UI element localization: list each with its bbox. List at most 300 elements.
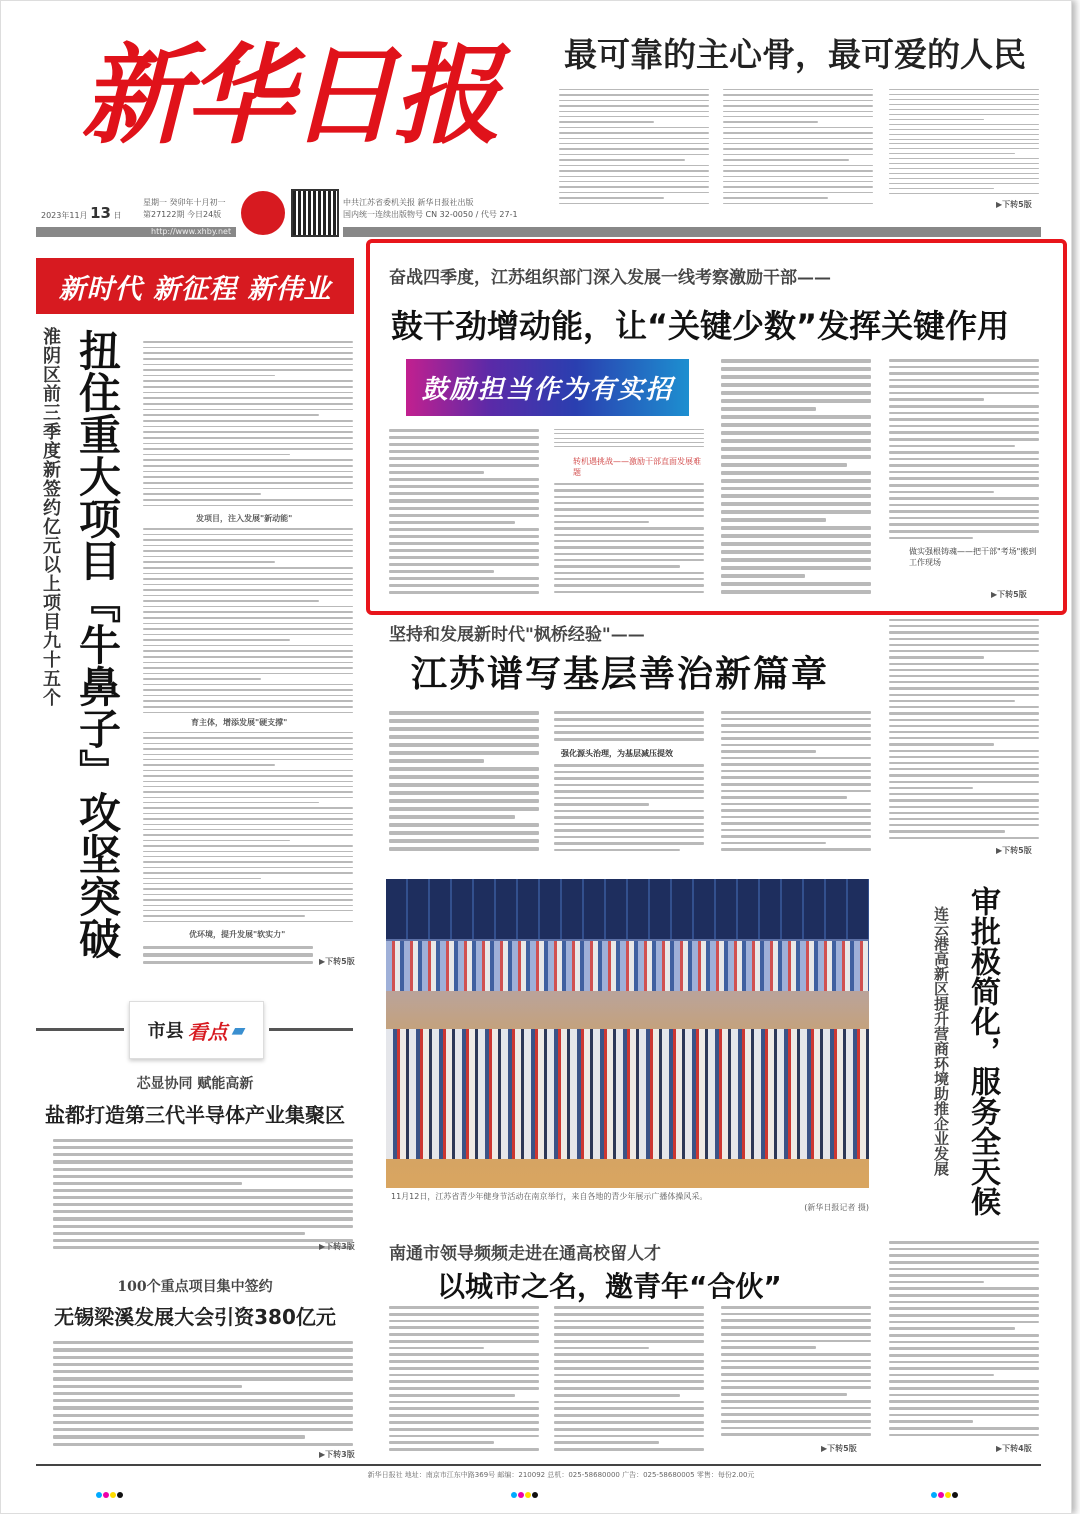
text-line <box>889 706 1039 708</box>
text-line <box>143 448 353 450</box>
text-line <box>143 539 353 541</box>
text-line <box>143 856 353 857</box>
text-line <box>53 1399 353 1402</box>
text-line <box>53 1160 353 1163</box>
text-line <box>554 483 704 485</box>
text-line <box>143 946 313 949</box>
text-line <box>721 822 871 825</box>
text-line <box>889 675 1039 677</box>
text-line <box>143 420 353 422</box>
text-line <box>143 678 261 680</box>
text-line <box>554 534 704 536</box>
text-line <box>143 567 353 569</box>
text-line <box>143 375 275 377</box>
text-line <box>723 176 873 177</box>
text-line <box>389 443 539 446</box>
text-line <box>723 111 873 112</box>
issue-date <box>41 204 122 222</box>
text-line <box>554 559 704 561</box>
text-line <box>721 1326 871 1329</box>
text-line <box>143 471 353 473</box>
text-line <box>554 1435 704 1438</box>
publisher-info <box>343 197 518 221</box>
text-line <box>53 1363 353 1366</box>
divider <box>36 1028 124 1031</box>
text-line <box>554 489 704 491</box>
text-line <box>889 99 1039 100</box>
text-line <box>143 465 353 467</box>
text-line <box>723 105 873 106</box>
text-line <box>143 611 353 613</box>
left-body-4 <box>143 946 313 964</box>
text-line <box>143 403 353 405</box>
fengqiao-column-4 <box>889 619 1039 839</box>
text-line <box>389 528 539 531</box>
text-line <box>53 1406 353 1409</box>
text-line <box>889 669 1039 671</box>
text-line <box>721 399 871 403</box>
text-line <box>143 476 353 478</box>
text-line <box>143 414 319 416</box>
left-body-1 <box>143 341 353 506</box>
nantong-kicker: 南通市领导频频走进在通高校留人才 <box>389 1244 661 1264</box>
masthead-bar-right <box>343 227 1041 237</box>
text-line <box>143 584 353 586</box>
text-line <box>143 386 353 388</box>
text-line <box>53 1139 353 1142</box>
text-line <box>559 154 709 155</box>
featured-column-4a <box>889 359 1039 539</box>
text-line <box>721 1319 871 1322</box>
text-line <box>143 578 353 580</box>
text-line <box>721 1373 871 1376</box>
text-line <box>143 369 353 371</box>
weekday: 星期一 癸卯年十月初一 <box>143 198 226 207</box>
text-line <box>889 425 1039 428</box>
text-line <box>554 1353 704 1356</box>
text-line <box>389 556 539 559</box>
issue-number: 第27122期 今日24版 <box>143 210 222 219</box>
left-body-2 <box>143 528 353 713</box>
text-line <box>559 181 709 182</box>
text-line <box>889 1434 1039 1436</box>
featured-headline[interactable]: 鼓干劲增动能，让“关键少数”发挥关键作用 <box>391 307 1010 345</box>
text-line <box>143 347 353 349</box>
text-line <box>554 738 704 741</box>
text-line <box>143 737 353 738</box>
text-line <box>143 431 353 433</box>
text-line <box>554 1340 704 1343</box>
text-line <box>143 662 353 664</box>
text-line <box>889 750 1039 752</box>
text-line <box>389 807 539 811</box>
text-line <box>554 1428 704 1431</box>
left-section-3: 优环境，提升发展"软实力" <box>189 930 286 939</box>
text-line <box>389 1340 539 1343</box>
text-line <box>389 775 539 779</box>
fengqiao-continue[interactable]: ▶下转5版 <box>996 846 1032 855</box>
approval-headline[interactable]: 审批极简化，服务全天候 <box>965 886 1000 1216</box>
text-line <box>723 192 873 193</box>
text-line <box>143 818 353 819</box>
text-line <box>889 523 1039 526</box>
county-body-1 <box>53 1139 353 1249</box>
text-line <box>889 1268 1039 1271</box>
text-line <box>889 477 1039 480</box>
text-line <box>389 570 494 573</box>
text-line <box>723 154 873 155</box>
text-line <box>143 634 353 636</box>
text-line <box>889 1414 1039 1417</box>
text-line <box>721 790 871 793</box>
text-line <box>559 170 709 171</box>
text-line <box>721 487 871 491</box>
text-line <box>889 134 1039 135</box>
section-banner: 新时代 新征程 新伟业 <box>36 258 354 314</box>
approval-continue[interactable]: ▶下转4版 <box>996 1444 1032 1453</box>
text-line <box>53 1341 353 1344</box>
date-text: 2023年11月 <box>41 211 88 220</box>
text-line <box>721 829 871 832</box>
text-line <box>143 561 275 563</box>
text-line <box>143 797 353 798</box>
text-line <box>721 842 826 845</box>
text-line <box>143 454 290 456</box>
fengqiao-headline[interactable]: 江苏谱写基层善治新篇章 <box>411 654 830 695</box>
featured-kicker: 奋战四季度，江苏组织部门深入发展一线考察激励干部—— <box>389 268 831 288</box>
county-headline-1[interactable]: 盐都打造第三代半导体产业集聚区 <box>45 1103 345 1127</box>
text-line <box>554 1401 704 1404</box>
text-line <box>389 767 539 771</box>
text-line <box>554 1407 704 1410</box>
text-line <box>143 910 353 911</box>
text-line <box>554 797 704 800</box>
nantong-column-3 <box>721 1306 871 1436</box>
text-line <box>889 359 1039 362</box>
color-registration-marks <box>931 1483 959 1502</box>
text-line <box>721 582 871 586</box>
lead-headline[interactable]: 最可靠的主心骨，最可爱的人民 <box>564 35 1026 74</box>
county-headline-2[interactable]: 无锡梁溪发展大会引资380亿元 <box>54 1305 336 1329</box>
text-line <box>554 546 704 548</box>
text-line <box>889 1347 1039 1350</box>
text-line <box>721 783 871 786</box>
text-line <box>889 687 1039 689</box>
text-line <box>721 757 871 760</box>
lead-column-2 <box>723 89 873 204</box>
text-line <box>559 192 709 193</box>
text-line <box>389 507 539 510</box>
text-line <box>889 94 1039 95</box>
text-line <box>554 540 704 542</box>
text-line <box>889 1274 1039 1277</box>
featured-subhead-1: 转机遇挑战——激励干部直面发展难题 <box>573 457 701 477</box>
text-line <box>721 383 871 387</box>
text-line <box>721 711 871 714</box>
text-line <box>143 813 353 814</box>
text-line <box>889 458 1039 461</box>
text-line <box>143 695 353 697</box>
xhby-logo-icon <box>241 191 285 235</box>
text-line <box>723 138 873 139</box>
text-line <box>554 790 704 793</box>
fengqiao-column-2b <box>554 764 704 851</box>
text-line <box>143 505 353 506</box>
text-line <box>143 573 353 575</box>
text-line <box>889 173 1039 174</box>
text-line <box>389 1407 539 1410</box>
text-line <box>389 436 539 439</box>
text-line <box>889 712 1039 714</box>
text-line <box>389 847 539 851</box>
text-line <box>53 1175 353 1178</box>
left-continue[interactable]: ▶下转5版 <box>319 957 355 966</box>
text-line <box>721 391 871 395</box>
text-line <box>143 426 353 428</box>
text-line <box>143 667 353 669</box>
text-line <box>389 1313 539 1316</box>
approval-body <box>889 1241 1039 1436</box>
text-line <box>143 878 261 879</box>
text-line <box>721 1393 847 1396</box>
text-line <box>389 1448 539 1451</box>
photo-caption <box>391 1191 869 1213</box>
text-line <box>721 494 871 498</box>
text-line <box>389 719 539 723</box>
text-line <box>143 397 353 399</box>
color-registration-marks <box>96 1483 124 1502</box>
text-line <box>889 379 1039 382</box>
text-line <box>389 471 484 474</box>
text-line <box>721 574 805 578</box>
text-line <box>143 545 353 547</box>
text-line <box>889 700 1015 702</box>
text-line <box>554 784 704 787</box>
text-line <box>721 737 871 740</box>
left-headline[interactable]: 扭住重大项目『牛鼻子』攻坚突破 <box>73 329 122 959</box>
text-line <box>143 953 313 956</box>
text-line <box>889 1380 1039 1383</box>
nantong-continue[interactable]: ▶下转5版 <box>821 1444 857 1453</box>
text-line <box>389 499 539 502</box>
text-line <box>143 700 353 702</box>
text-line <box>143 437 353 439</box>
left-section-1: 发项目，注入发展"新动能" <box>196 514 293 523</box>
text-line <box>889 431 1039 434</box>
text-line <box>389 1401 539 1404</box>
text-line <box>723 203 873 204</box>
text-line <box>889 104 1039 105</box>
text-line <box>389 450 539 453</box>
text-line <box>389 492 539 495</box>
text-line <box>889 504 1039 507</box>
footer-text: 新华日报社 地址：南京市江东中路369号 邮编：210092 总机：025-58680000 广告：025-58680005 零售：每份2.00元 <box>367 1471 755 1479</box>
text-line <box>889 781 1039 783</box>
featured-continue[interactable]: ▶下转5版 <box>991 590 1027 599</box>
text-line <box>554 578 704 580</box>
website-url[interactable]: http://www.xhby.net <box>151 227 232 236</box>
text-line <box>889 537 973 539</box>
text-line <box>53 1225 353 1228</box>
text-line <box>389 1394 515 1397</box>
text-line <box>721 724 871 727</box>
text-line <box>723 165 873 166</box>
text-line <box>554 718 704 721</box>
text-line <box>889 148 1039 149</box>
text-line <box>889 1281 984 1284</box>
text-line <box>889 445 1015 448</box>
text-line <box>889 1301 1039 1304</box>
text-line <box>721 447 871 451</box>
text-line <box>889 109 1039 110</box>
text-line <box>889 762 1039 764</box>
text-line <box>889 737 1039 739</box>
badge-label-accent: 看点 <box>187 1019 228 1044</box>
text-line <box>721 359 871 363</box>
text-line <box>53 1153 353 1156</box>
text-line <box>721 796 847 799</box>
text-line <box>53 1196 353 1199</box>
text-line <box>554 591 704 593</box>
text-line <box>143 341 353 343</box>
text-line <box>554 771 704 774</box>
text-line <box>559 165 709 166</box>
text-line <box>559 132 709 133</box>
text-line <box>389 815 515 819</box>
text-line <box>721 1407 871 1410</box>
issue-info <box>143 197 226 221</box>
text-line <box>889 464 1039 467</box>
text-line <box>143 459 353 461</box>
county-continue-1[interactable]: ▶下转3版 <box>319 1242 355 1251</box>
text-line <box>889 650 1039 652</box>
text-line <box>554 1414 704 1417</box>
text-line <box>143 770 353 771</box>
text-line <box>53 1168 353 1171</box>
text-line <box>723 181 873 182</box>
text-line <box>143 443 353 445</box>
text-line <box>389 584 539 587</box>
text-line <box>143 888 353 889</box>
text-line <box>389 839 539 843</box>
text-line <box>143 380 353 382</box>
text-line <box>143 754 353 755</box>
text-line <box>723 197 828 198</box>
text-line <box>554 849 680 852</box>
text-line <box>721 835 871 838</box>
text-line <box>889 656 984 658</box>
featured-image-banner: 鼓励担当作为有实招 <box>406 359 689 416</box>
text-line <box>143 743 353 744</box>
text-line <box>889 1287 1039 1290</box>
county-continue-2[interactable]: ▶下转3版 <box>319 1450 355 1459</box>
text-line <box>554 1448 704 1451</box>
text-line <box>53 1392 353 1395</box>
text-line <box>389 1367 539 1370</box>
text-line <box>143 807 353 808</box>
featured-column-2a <box>554 429 704 451</box>
text-line <box>723 100 873 101</box>
text-line <box>554 1306 704 1309</box>
text-line <box>559 116 709 117</box>
text-line <box>721 558 871 562</box>
day-suffix: 日 <box>113 211 122 220</box>
text-line <box>143 550 353 552</box>
text-line <box>889 1427 1039 1430</box>
text-line <box>889 1341 1039 1344</box>
text-line <box>143 595 353 597</box>
text-line <box>554 816 704 819</box>
featured-subhead-2: 做实强根铸魂——把干部"考场"搬到工作现场 <box>909 547 1037 567</box>
text-line <box>721 1386 871 1389</box>
text-line <box>389 514 539 517</box>
text-line <box>143 528 353 530</box>
text-line <box>143 845 353 846</box>
text-line <box>721 718 871 721</box>
approval-subhead: 连云港高新区提升营商环境助推企业发展 <box>932 906 950 1176</box>
text-line <box>143 645 353 647</box>
text-line <box>389 1320 539 1323</box>
text-line <box>889 1420 973 1423</box>
text-line <box>559 121 654 122</box>
text-line <box>559 105 709 106</box>
text-line <box>143 851 353 852</box>
text-line <box>554 711 704 714</box>
text-line <box>559 127 709 128</box>
text-line <box>721 1306 871 1309</box>
fengqiao-column-1 <box>389 711 539 851</box>
text-line <box>143 556 353 558</box>
text-line <box>389 711 539 715</box>
book-icon: ▰ <box>231 1019 246 1041</box>
text-line <box>889 491 994 494</box>
text-line <box>721 550 871 554</box>
text-line <box>53 1182 242 1185</box>
qr-code-icon[interactable] <box>293 191 337 235</box>
fengqiao-column-2a <box>554 711 704 741</box>
text-line <box>889 663 1039 665</box>
text-line <box>143 961 313 964</box>
text-line <box>389 1387 539 1390</box>
text-line <box>723 132 873 133</box>
text-line <box>889 124 1039 125</box>
text-line <box>143 921 353 922</box>
text-line <box>554 1320 704 1323</box>
text-line <box>554 1380 704 1383</box>
text-line <box>889 743 994 745</box>
text-line <box>143 656 353 658</box>
text-line <box>554 810 704 813</box>
text-line <box>721 479 871 483</box>
text-line <box>721 1420 871 1423</box>
text-line <box>143 905 353 906</box>
text-line <box>721 439 871 443</box>
nantong-column-1 <box>389 1306 539 1451</box>
text-line <box>889 1327 1015 1330</box>
text-line <box>721 502 871 506</box>
text-line <box>53 1189 353 1192</box>
text-line <box>889 119 984 120</box>
text-line <box>889 818 1039 820</box>
text-line <box>554 1360 704 1363</box>
nantong-headline[interactable]: 以城市之名，邀青年“合伙” <box>437 1270 782 1303</box>
text-line <box>723 143 873 144</box>
text-line <box>53 1246 353 1249</box>
lead-continue[interactable]: ▶下转5版 <box>996 200 1032 209</box>
text-line <box>143 499 353 501</box>
text-line <box>889 631 1039 633</box>
text-line <box>53 1232 305 1235</box>
